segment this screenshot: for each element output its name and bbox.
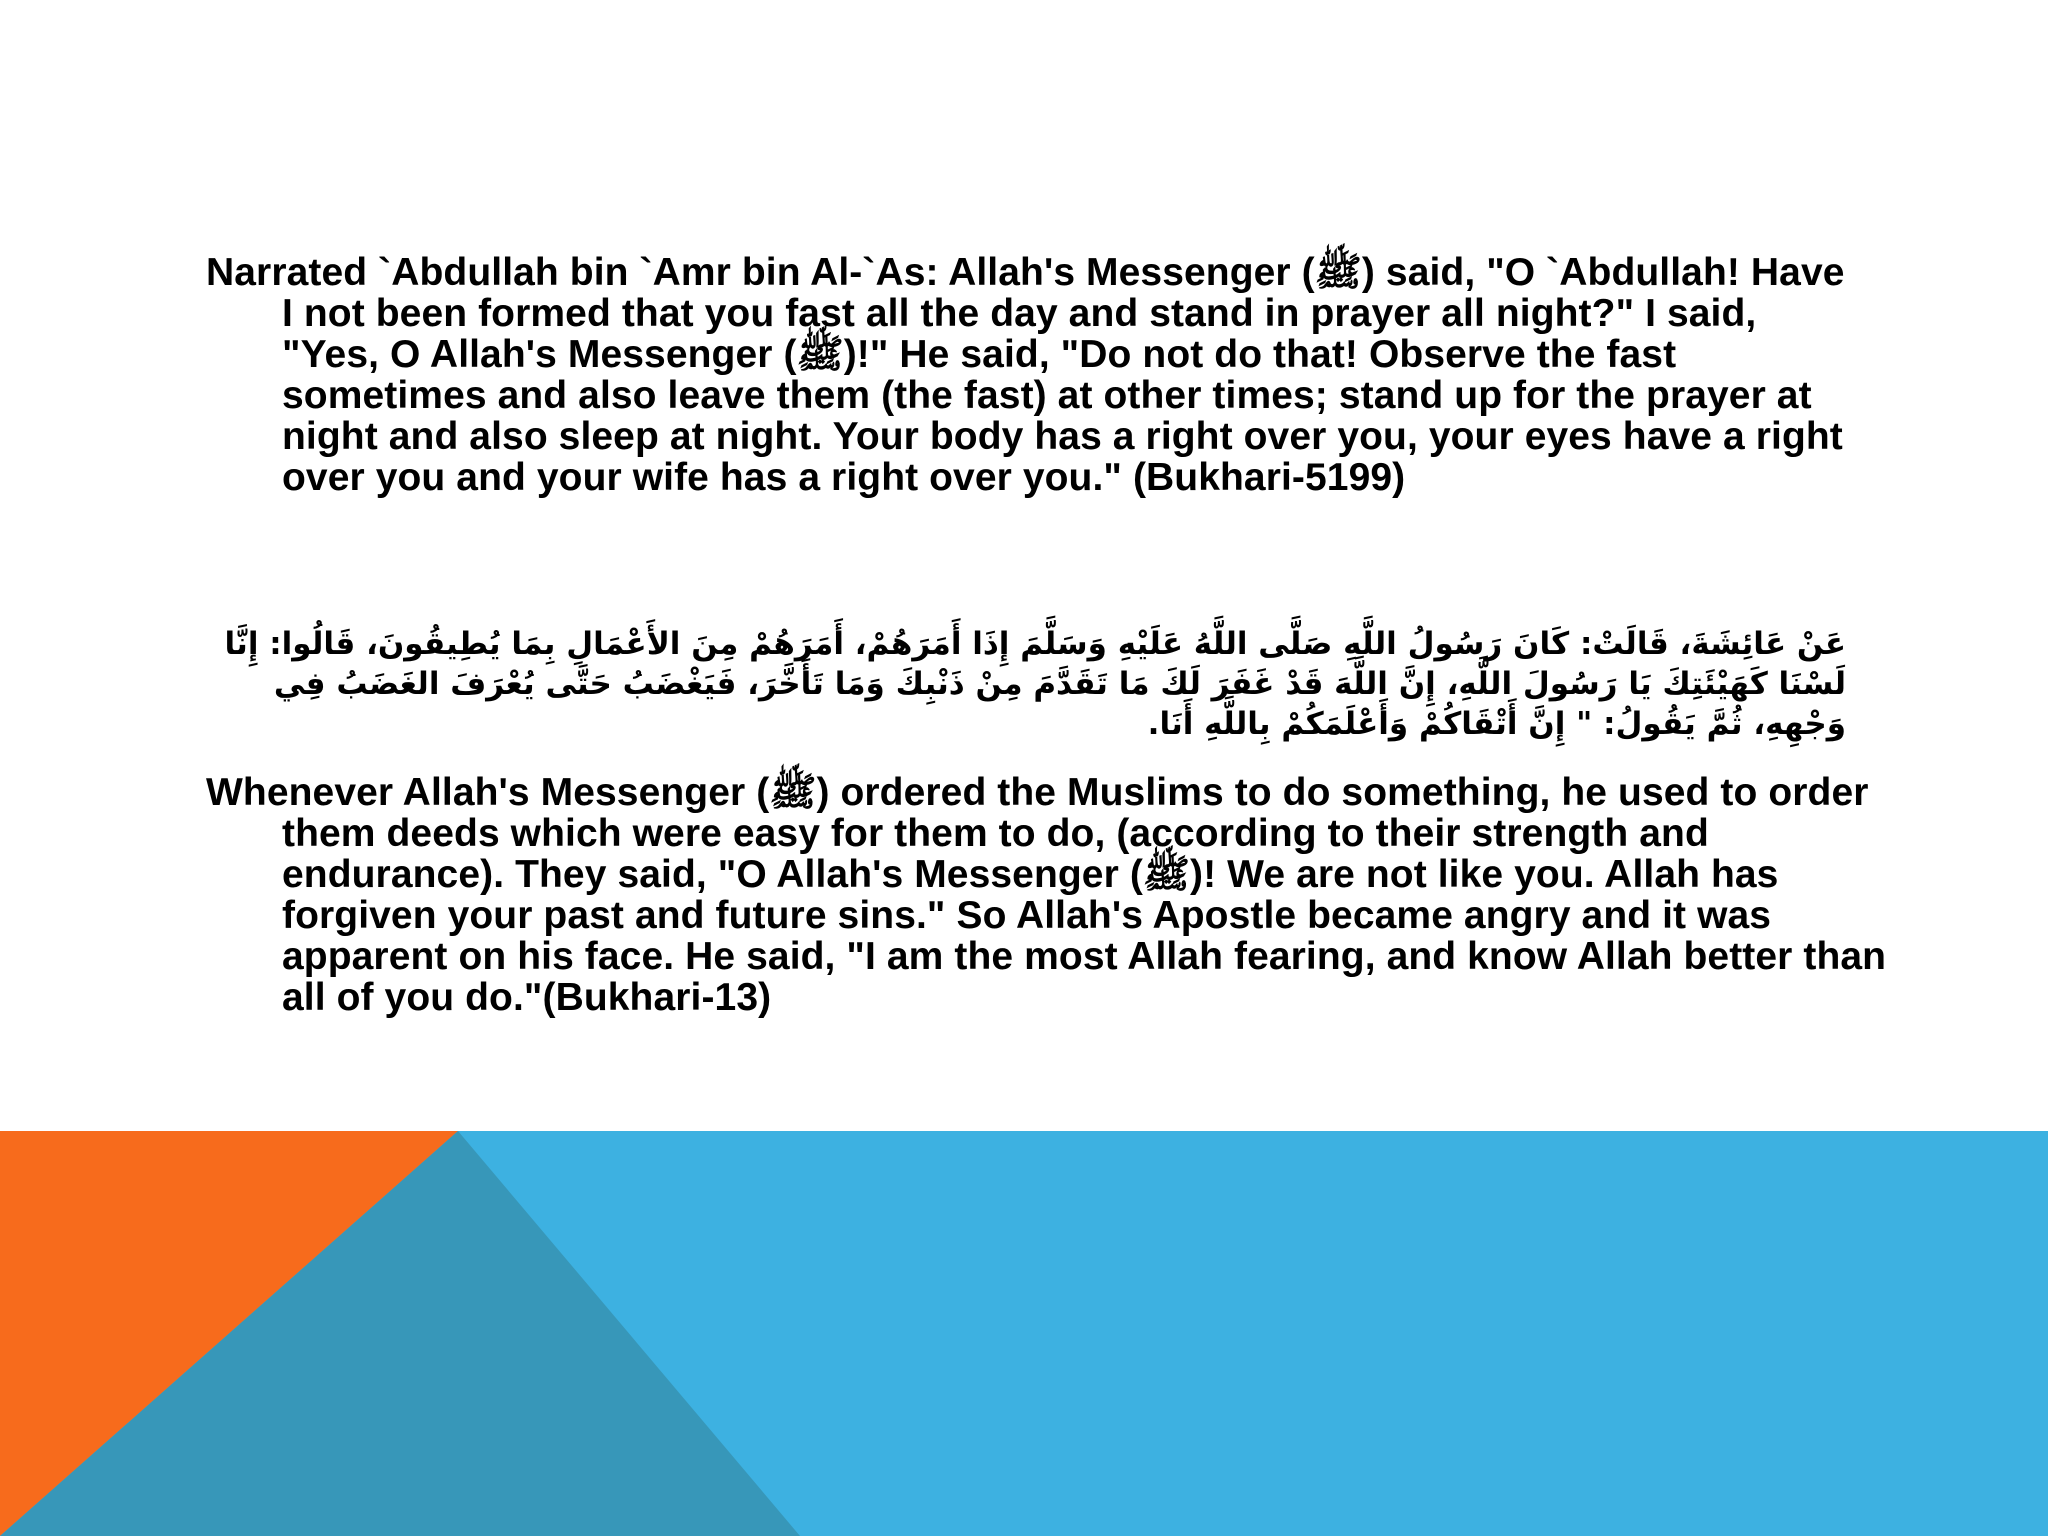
decorative-bottom-band bbox=[0, 1131, 2048, 1536]
decorative-shapes bbox=[0, 1131, 2048, 1536]
hadith-arabic: عَنْ عَائِشَةَ، قَالَتْ: كَانَ رَسُولُ اللَّهِ صَلَّى اللَّهُ عَلَيْهِ وَسَلَّمَ إِذَا أَمَرَهُمْ، أَمَرَهُمْ مِنَ الأَعْمَالِ بِمَا يُطِيقُونَ، قَالُوا: إِنَّا لَسْنَا كَهَيْئَتِكَ يَا رَسُولَ اللَّهِ، إِنَّ اللَّهَ قَدْ غَفَرَ لَكَ مَا تَقَدَّمَ مِنْ ذَنْبِكَ وَمَا تَأَخَّرَ، فَيَغْضَبُ حَتَّى يُعْرَفَ الغَضَبُ فِي وَجْهِهِ، ثُمَّ يَقُولُ: " إِنَّ أَتْقَاكُمْ وَأَعْلَمَكُمْ بِاللَّهِ أَنَا. bbox=[224, 626, 1846, 742]
slide-content bbox=[206, 251, 1887, 1019]
hadith-english-2: Whenever Allah's Messenger (ﷺ) ordered the Muslims to do something, he used to order them deeds which were easy for them to do, (according to their strength and endurance). They said, "O Allah's Messenger (ﷺ)! We are not like you. Allah has forgiven your past and future sins." So Allah's Apostle became angry and it was apparent on his face. He said, "I am the most Allah fearing, and know Allah better than all of you do."(Bukhari-13) bbox=[206, 771, 1887, 1019]
hadith-english-1: Narrated `Abdullah bin `Amr bin Al-`As: Allah's Messenger (ﷺ) said, "O `Abdullah! Have I not been formed that you fast all the day and stand in prayer all night?" I said, "Yes, O Allah's Messenger (ﷺ)!" He said, "Do not do that! Observe the fast sometimes and also leave them (the fast) at other times; stand up for the prayer at night and also sleep at night. Your body has a right over you, your eyes have a right over you and your wife has a right over you." (Bukhari-5199) bbox=[206, 251, 1845, 499]
